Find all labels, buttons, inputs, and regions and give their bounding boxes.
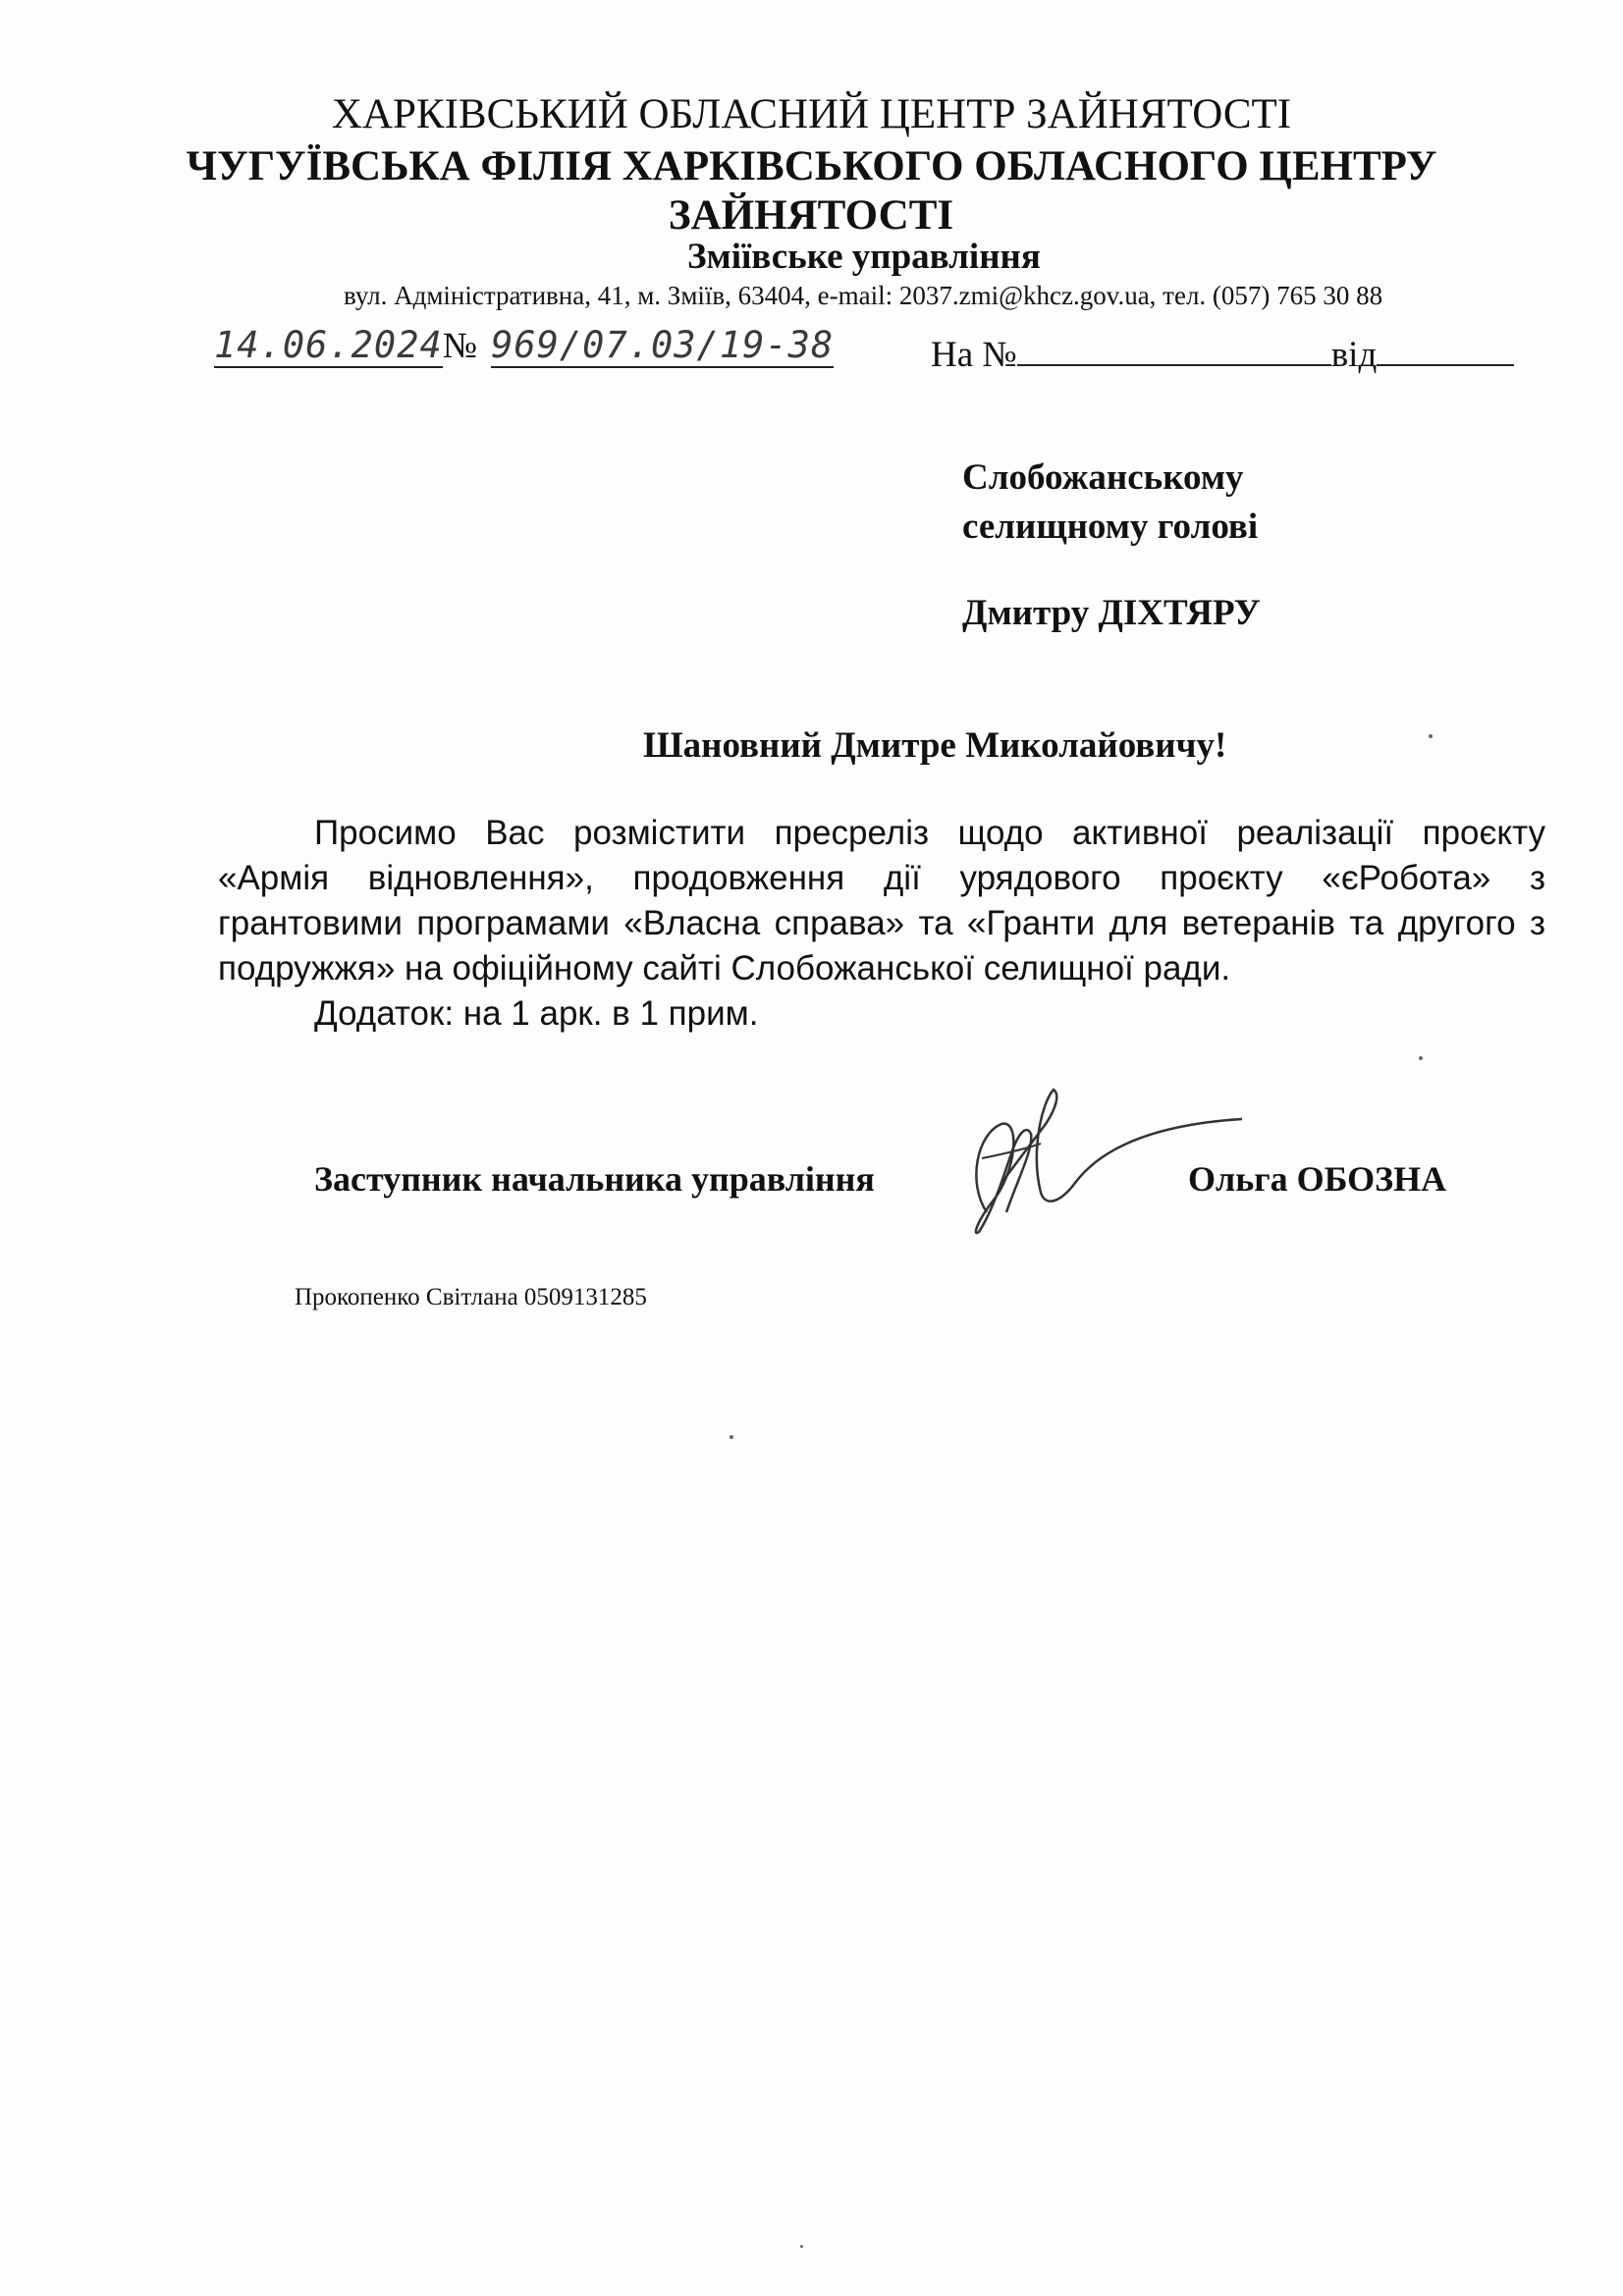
registration-line	[214, 324, 834, 368]
scan-speck	[1429, 734, 1433, 738]
scan-speck	[1419, 1056, 1423, 1060]
ref-number-label: На №	[931, 335, 1017, 375]
recipient-line1: Слобожанському	[962, 457, 1244, 498]
reference-line	[931, 334, 1514, 376]
org-name: ХАРКІВСЬКИЙ ОБЛАСНИЙ ЦЕНТР ЗАЙНЯТОСТІ	[331, 91, 1292, 137]
executor-contact: Прокопенко Світлана 0509131285	[295, 1284, 647, 1310]
ref-date-blank	[1377, 337, 1514, 366]
scan-speck	[730, 1435, 733, 1439]
reg-date: 14.06.2024	[214, 324, 443, 366]
signatory-name: Ольга ОБОЗНА	[1188, 1159, 1447, 1199]
ref-from-label: від	[1330, 335, 1378, 375]
branch-name: ЧУГУЇВСЬКА ФІЛІЯ ХАРКІВСЬКОГО ОБЛАСНОГО ЦЕНТРУ	[186, 143, 1437, 189]
department-name: Зміївське управління	[687, 237, 1041, 277]
body-line-2: «Армія відновлення», продовження дії урядового проєкту «єРобота» з	[218, 859, 1545, 897]
body-line-4: подружжя» на офіційному сайті Слобожанської селищної ради.	[218, 949, 1231, 988]
signatory-position: Заступник начальника управління	[314, 1159, 875, 1199]
recipient-name: Дмитру ДІХТЯРУ	[962, 593, 1261, 633]
recipient-block	[962, 454, 1261, 638]
recipient-line2: селищному голові	[962, 507, 1259, 547]
branch-name-cont: ЗАЙНЯТОСТІ	[668, 192, 954, 239]
greeting: Шановний Дмитре Миколайовичу!	[643, 725, 1227, 766]
body-line-3: грантовими програмами «Власна справа» та «Гранти для ветеранів та другого з	[218, 904, 1545, 942]
address-line: вул. Адміністративна, 41, м. Зміїв, 63404, e-mail: 2037.zmi@khcz.gov.ua, тел. (057) 765 30 88	[344, 281, 1383, 310]
attachment-note: Додаток: на 1 арк. в 1 прим.	[314, 994, 759, 1033]
scan-speck	[800, 2245, 803, 2248]
ref-number-blank	[1017, 337, 1331, 366]
reg-number: 969/07.03/19-38	[491, 324, 835, 366]
body-line-1: Просимо Вас розмістити пресреліз щодо активної реалізації проєкту	[314, 814, 1545, 852]
number-sign: №	[442, 326, 478, 366]
